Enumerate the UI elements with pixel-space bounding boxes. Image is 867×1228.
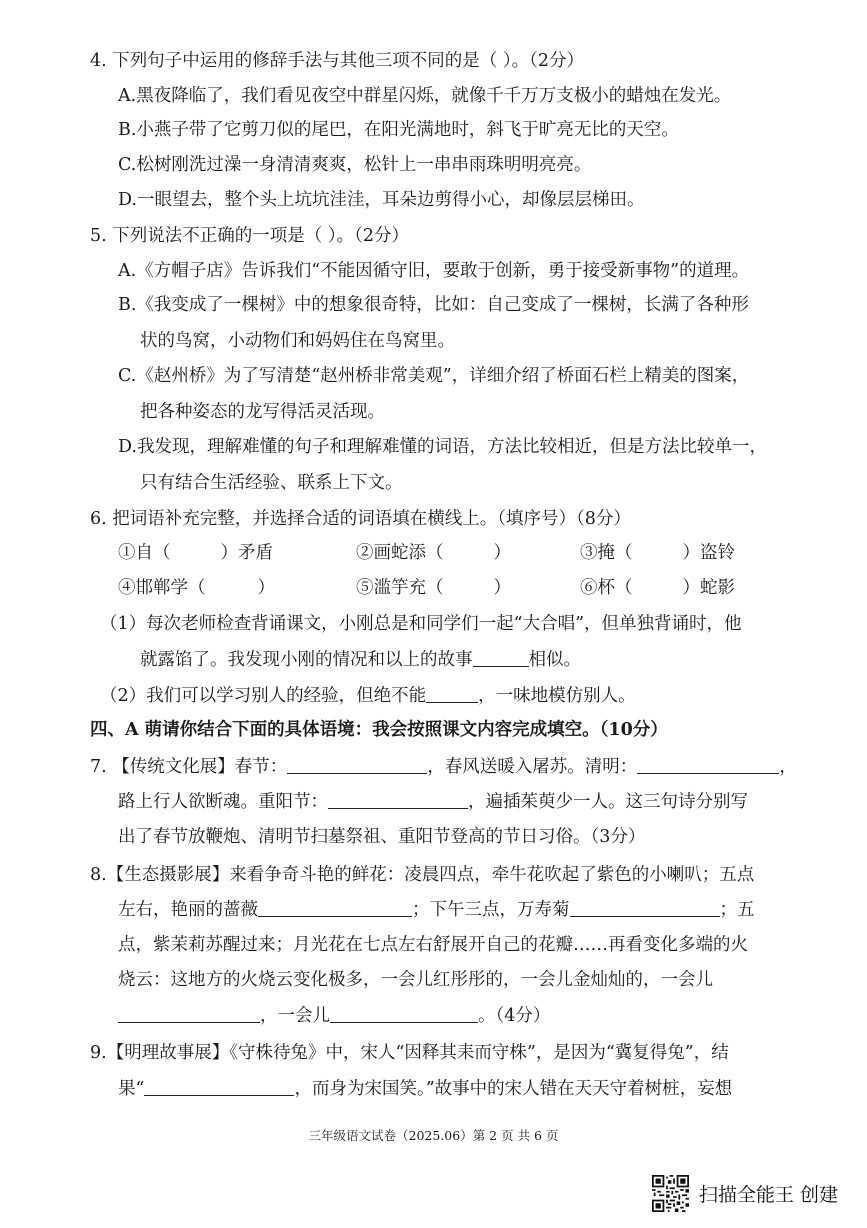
q9-line2 — [118, 1078, 732, 1100]
q7-text: 7. 【传统文化展】春节： — [90, 757, 288, 777]
q8-text: 。（4分） — [478, 1006, 551, 1026]
q7-line3: 出了春节放鞭炮、清明节扫墓祭祖、重阳节登高的节日习俗。（3分） — [118, 827, 646, 847]
q5-option-c-line2: 把各种姿态的龙写得活灵活现。 — [140, 402, 385, 422]
q8-blank-4[interactable] — [330, 1006, 478, 1023]
q8-line5 — [118, 1005, 550, 1027]
q7-blank-1[interactable] — [287, 757, 427, 774]
q9-blank-1[interactable] — [144, 1079, 294, 1096]
q9-text: ，而身为宋国笑。”故事中的宋人错在天天守着树桩，妄想 — [294, 1079, 733, 1099]
q6-item-post: ）矛盾 — [220, 543, 273, 563]
q6-item-4 — [118, 577, 275, 599]
q6-item-3 — [580, 542, 735, 564]
q6-stem: 6. 把词语补充完整，并选择合适的词语填在横线上。（填序号）（8分） — [90, 509, 631, 529]
q6-item-5 — [356, 577, 511, 599]
q6-item-pre: ①自（ — [118, 543, 171, 563]
q6-item-post: ）蛇影 — [682, 578, 735, 598]
q6-item-1 — [118, 542, 273, 564]
q6-s2-text-end: ，一味地模仿别人。 — [478, 686, 636, 706]
scanner-watermark — [652, 1173, 838, 1213]
qr-code-icon — [652, 1175, 689, 1212]
q6-item-post: ） — [493, 543, 511, 563]
q5-option-d-line2: 只有结合生活经验、联系上下文。 — [140, 473, 403, 493]
section-4-heading: 四、A 萌请你结合下面的具体语境：我会按照课文内容完成填空。（10分） — [90, 720, 668, 740]
q6-item-post: ） — [257, 578, 275, 598]
q8-line2 — [118, 899, 755, 921]
q6-item-pre: ⑥杯（ — [580, 578, 633, 598]
q8-text: ，一会儿 — [260, 1006, 330, 1026]
page-footer: 三年级语文试卷（2025.06）第 2 页 共 6 页 — [308, 1128, 559, 1143]
q5-option-c-line1: C.《赵州桥》为了写清楚“赵州桥非常美观”，详细介绍了桥面石栏上精美的图案， — [118, 366, 750, 386]
q4-option-d: D.一眼望去，整个头上坑坑洼洼，耳朵边剪得小心，却像层层梯田。 — [118, 190, 645, 210]
q6-item-post: ）盗铃 — [682, 543, 735, 563]
q7-line2 — [118, 791, 748, 813]
q6-sentence-2 — [100, 685, 636, 707]
q7-text: ， — [779, 757, 797, 777]
q6-s2-text: （2）我们可以学习别人的经验，但绝不能 — [100, 686, 427, 706]
q8-blank-2[interactable] — [570, 900, 720, 917]
q6-item-pre: ④邯郸学（ — [118, 578, 206, 598]
q8-line4: 烧云：这地方的火烧云变化极多，一会儿红彤彤的，一会儿金灿灿的，一会儿 — [118, 970, 713, 990]
q5-option-a: A.《方帽子店》告诉我们“不能因循守旧，要敢于创新，勇于接受新事物”的道理。 — [118, 261, 750, 281]
q8-line1: 8.【生态摄影展】来看争奇斗艳的鲜花：凌晨四点，牵牛花吹起了紫色的小喇叭；五点 — [90, 865, 755, 885]
q4-stem: 4. 下列句子中运用的修辞手法与其他三项不同的是（ ）。（2分） — [90, 51, 584, 71]
q5-option-b-line1: B.《我变成了一棵树》中的想象很奇特，比如：自己变成了一棵树，长满了各种形 — [118, 295, 749, 315]
q7-text: ，春风送暖入屠苏。清明： — [427, 757, 638, 777]
q6-sentence-1-line1: （1）每次老师检查背诵课文，小刚总是和同学们一起“大合唱”，但单独背诵时，他 — [100, 614, 742, 634]
watermark-text: 扫描全能王 创建 — [699, 1183, 839, 1206]
q9-line1: 9.【明理故事展】《守株待兔》中，宋人“因释其耒而守株”，是因为“冀复得兔”，结 — [90, 1043, 729, 1063]
q8-blank-1[interactable] — [258, 900, 412, 917]
q8-line3: 点，紫茉莉苏醒过来；月光花在七点左右舒展开自己的花瓣……再看变化多端的火 — [118, 935, 748, 955]
q5-option-d-line1: D.我发现，理解难懂的句子和理解难懂的词语，方法比较相近，但是方法比较单一， — [118, 437, 767, 457]
q6-item-pre: ②画蛇添（ — [356, 543, 444, 563]
q6-s1-text-end: 相似。 — [528, 650, 581, 670]
q6-s2-blank[interactable] — [426, 686, 478, 703]
q8-text: ；下午三点，万寿菊 — [412, 900, 570, 920]
q7-blank-3[interactable] — [328, 792, 468, 809]
q7-line1 — [90, 756, 797, 778]
q6-item-6 — [580, 577, 735, 599]
q5-option-b-line2: 状的鸟窝，小动物们和妈妈住在鸟窝里。 — [140, 331, 455, 351]
q8-text: ；五 — [719, 900, 755, 920]
q8-blank-3[interactable] — [118, 1006, 260, 1023]
q5-stem: 5. 下列说法不正确的一项是（ ）。（2分） — [90, 226, 409, 246]
q4-option-a: A.黑夜降临了，我们看见夜空中群星闪烁，就像千千万万支极小的蜡烛在发光。 — [118, 86, 732, 106]
q7-text: ，遍插茱萸少一人。这三句诗分别写 — [468, 792, 748, 812]
q7-text: 路上行人欲断魂。重阳节： — [118, 792, 328, 812]
q6-s1-blank[interactable] — [473, 650, 529, 667]
q6-item-2 — [356, 542, 511, 564]
q6-item-pre: ⑤滥竽充（ — [356, 578, 444, 598]
q6-sentence-1-line2 — [140, 649, 581, 671]
q6-item-post: ） — [493, 578, 511, 598]
q9-text: 果“ — [118, 1079, 145, 1099]
q4-option-b: B.小燕子带了它剪刀似的尾巴，在阳光满地时，斜飞于旷亮无比的天空。 — [118, 120, 679, 140]
q6-s1-text: 就露馅了。我发现小刚的情况和以上的故事 — [140, 650, 473, 670]
q6-item-pre: ③掩（ — [580, 543, 633, 563]
q4-option-c: C.松树刚洗过澡一身清清爽爽，松针上一串串雨珠明明亮亮。 — [118, 155, 592, 175]
q8-text: 左右，艳丽的蔷薇 — [118, 900, 258, 920]
q7-blank-2[interactable] — [637, 757, 779, 774]
